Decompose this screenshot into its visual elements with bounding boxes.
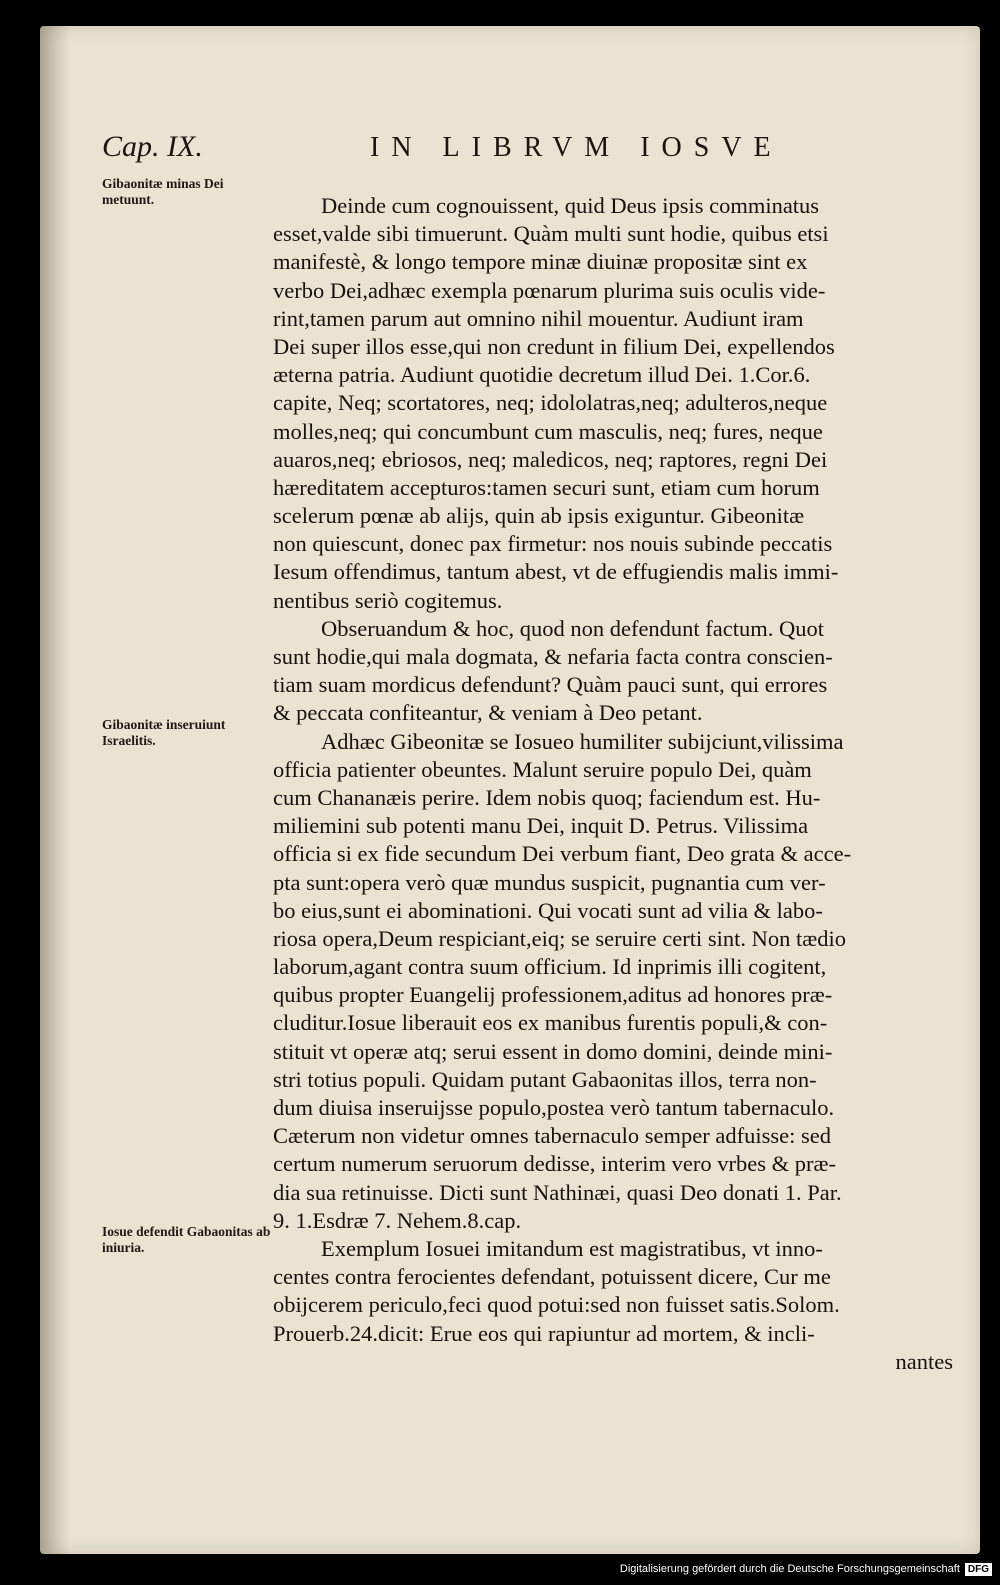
text-line: Prouerb.24.dicit: Erue eos qui rapiuntur ad mortem, & incli- [273,1320,815,1346]
catchword: nantes [895,1348,953,1374]
text-line: Exemplum Iosuei imitandum est magistratibus, vt inno- [321,1235,823,1261]
text-line: officia patienter obeuntes. Malunt seruire populo Dei, quàm [273,756,812,782]
text-line: Cæterum non videtur omnes tabernaculo semper adfuisse: sed [273,1123,831,1149]
text-line: 9. 1.Esdræ 7. Nehem.8.cap. [273,1207,522,1233]
text-line: scelerum pœnæ ab alijs, quin ab ipsis exiguntur. Gibeonitæ [273,503,805,529]
text-line: & peccata confiteantur, & veniam à Deo petant. [273,700,703,726]
text-line: miliemini sub potenti manu Dei, inquit D. Petrus. Vilissima [273,813,809,839]
text-line: bo eius,sunt ei abominationi. Qui vocati sunt ad vilia & labo- [273,897,823,923]
margin-note: Iosue defendit Gabaonitas ab iniuria. [102,1224,271,1255]
dfg-logo: DFG [965,1563,992,1576]
text-line: verbo Dei,adhæc exempla pœnarum plurima suis oculis vide- [273,277,826,303]
text-line: non quiescunt, donec pax firmetur: nos nouis subinde peccatis [273,531,833,557]
text-line: pta sunt:opera verò quæ mundus suspicit, pugnantia cum ver- [273,869,826,895]
text-line: stri totius populi. Quidam putant Gabaonitas illos, terra non- [273,1066,817,1092]
margin-note: Gibaonitæ minas Dei metuunt. [102,176,224,207]
text-line: stituit vt operæ atq; serui essent in domo domini, deinde mini- [273,1038,833,1064]
text-line: cluditur.Iosue liberauit eos ex manibus furentis populi,& con- [273,1010,828,1036]
text-line: æterna patria. Audiunt quotidie decretum illud Dei. 1.Cor.6. [273,362,811,388]
text-line: capite, Neq; scortatores, neq; idololatras,neq; adulteros,neque [273,390,828,416]
text-line: manifestè, & longo tempore minæ diuinæ propositæ sint ex [273,249,808,275]
text-line: esset,valde sibi timuerunt. Quàm multi sunt hodie, quibus etsi [273,221,829,247]
digitization-credit [620,1561,992,1577]
text-line: dia sua retinuisse. Dicti sunt Nathinæi, quasi Deo donati 1. Par. [273,1179,842,1205]
text-line: Iesum offendimus, tantum abest, vt de effugiendis malis immi- [273,559,839,585]
text-line: Obseruandum & hoc, quod non defendunt factum. Quot [321,615,825,641]
text-line: sunt hodie,qui mala dogmata, & nefaria facta contra conscien- [273,644,833,669]
text-line: rint,tamen parum aut omnino nihil mouentur. Audiunt iram [273,305,804,331]
text-line: centes contra ferocientes defendant, potuissent dicere, Cur me [273,1264,831,1290]
text-line: Dei super illos esse,qui non credunt in filium Dei, expellendos [273,333,835,359]
text-line: dum diuisa inseruijsse populo,postea verò tantum tabernaculo. [273,1095,835,1120]
text-line: Deinde cum cognouissent, quid Deus ipsis comminatus [321,193,820,218]
margin-note: Gibaonitæ inseruiunt Israelitis. [102,717,226,748]
text-line: cum Chananæis perire. Idem nobis quoq; faciendum est. Hu- [273,784,821,810]
text-line: laborum,agant contra suum officium. Id inprimis illi cogitent, [273,954,827,980]
text-line: hæreditatem accepturos:tamen securi sunt, etiam cum horum [273,474,820,500]
text-line: auaros,neq; ebriosos, neq; maledicos, neq; raptores, regni Dei [273,446,828,472]
text-line: tiam suam mordicus defendunt? Quàm pauci sunt, qui errores [273,672,828,698]
text-line: molles,neq; qui concumbunt cum masculis, neq; fures, neque [273,418,823,444]
chapter-heading: Cap. IX. [102,130,203,163]
credit-text: Digitalisierung gefördert durch die Deutsche Forschungsgemeinschaft [619,1563,960,1575]
text-line: quibus propter Euangelij professionem,aditus ad honores præ- [273,982,833,1008]
running-head [40,130,980,170]
body-text [273,192,963,1376]
text-line: riosa opera,Deum respiciant,eiq; se seruire certi sint. Non tædio [273,925,846,951]
text-line: nentibus seriò cogitemus. [273,587,503,613]
book-page [40,26,980,1554]
text-line: obijcerem periculo,feci quod potui:sed non fuisset satis.Solom. [273,1292,840,1318]
text-line: Adhæc Gibeonitæ se Iosueo humiliter subijciunt,vilissima [321,728,844,754]
text-line: certum numerum seruorum dedisse, interim vero vrbes & præ- [273,1151,836,1177]
book-title: IN LIBRVM IOSVE [370,132,783,163]
text-line: officia si ex fide secundum Dei verbum fiant, Deo grata & acce- [273,841,852,867]
